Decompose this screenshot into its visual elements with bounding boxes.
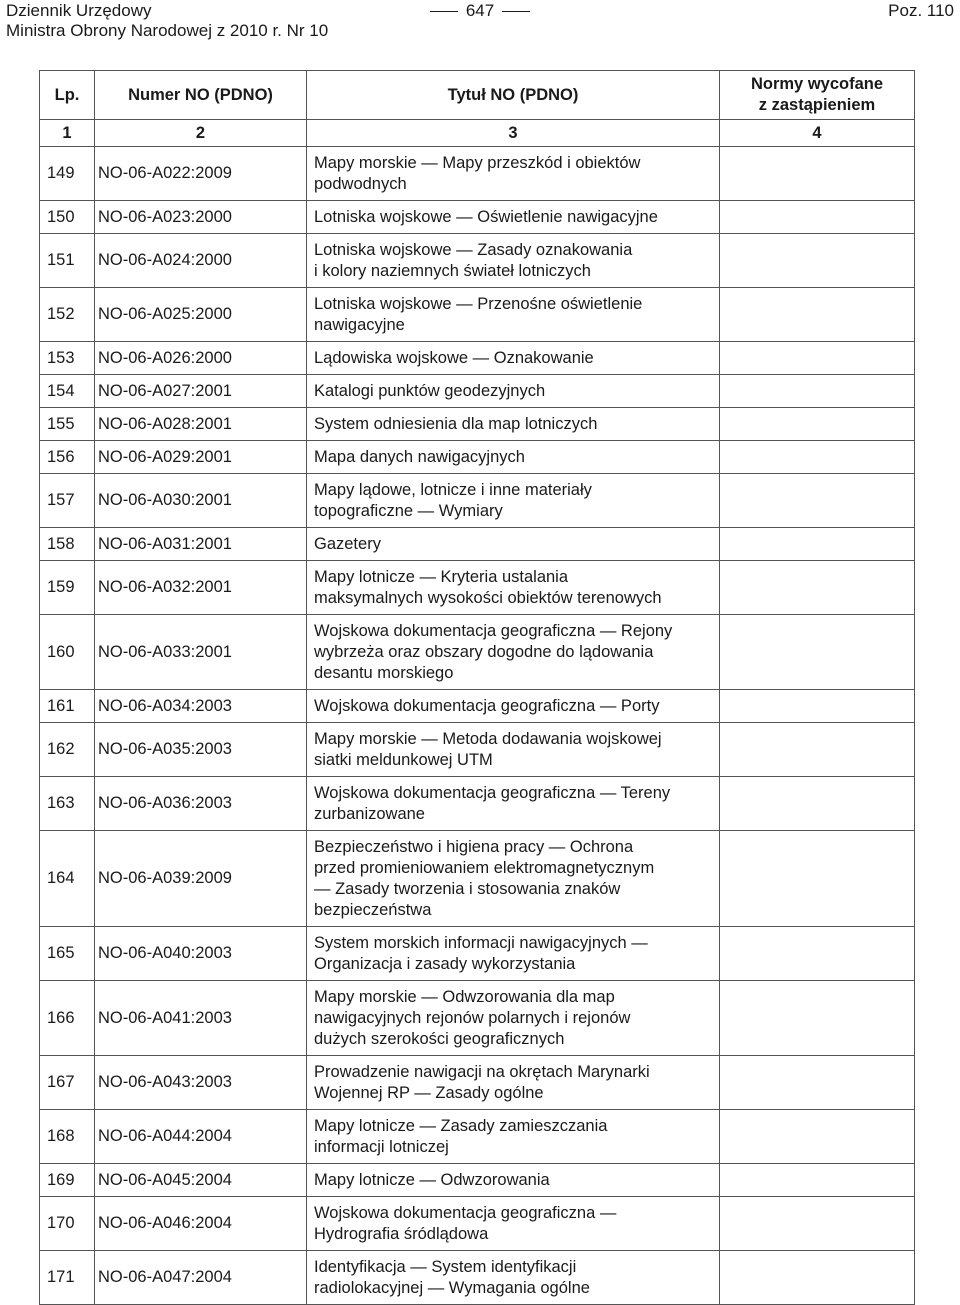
cell-normy — [720, 981, 915, 1056]
cell-normy — [720, 1164, 915, 1197]
cell-lp: 163 — [40, 777, 95, 831]
cell-normy — [720, 342, 915, 375]
cell-numer: NO-06-A032:2001 — [95, 561, 307, 615]
table-header — [40, 71, 915, 147]
cell-numer: NO-06-A025:2000 — [95, 288, 307, 342]
table-row — [40, 288, 915, 342]
table-row — [40, 201, 915, 234]
cell-tytul-line: Hydrografia śródlądowa — [314, 1224, 489, 1243]
cell-tytul — [307, 561, 720, 615]
cell-tytul-line: desantu morskiego — [314, 663, 454, 682]
cell-tytul-line: Mapa danych nawigacyjnych — [314, 447, 525, 466]
table-row — [40, 1110, 915, 1164]
cell-normy — [720, 777, 915, 831]
cell-lp: 164 — [40, 831, 95, 927]
cell-tytul-line: Katalogi punktów geodezyjnych — [314, 381, 546, 400]
col-number-4: 4 — [720, 120, 915, 147]
cell-lp: 157 — [40, 474, 95, 528]
cell-numer: NO-06-A046:2004 — [95, 1197, 307, 1251]
cell-tytul — [307, 288, 720, 342]
table-row — [40, 981, 915, 1056]
cell-numer: NO-06-A030:2001 — [95, 474, 307, 528]
cell-tytul-line: Lądowiska wojskowe — Oznakowanie — [314, 348, 594, 367]
table-row — [40, 234, 915, 288]
cell-tytul — [307, 342, 720, 375]
table-row — [40, 927, 915, 981]
col-header-lp: Lp. — [40, 71, 95, 120]
table-row — [40, 342, 915, 375]
cell-lp: 153 — [40, 342, 95, 375]
page-number-block — [0, 1, 960, 21]
cell-numer: NO-06-A022:2009 — [95, 147, 307, 201]
cell-normy — [720, 561, 915, 615]
cell-tytul-line: Wojskowa dokumentacja geograficzna — Tereny — [314, 783, 671, 802]
cell-numer: NO-06-A023:2000 — [95, 201, 307, 234]
col-header-normy-line1: Normy wycofane — [750, 75, 884, 93]
cell-tytul — [307, 615, 720, 690]
cell-tytul — [307, 723, 720, 777]
table-body — [40, 147, 915, 1305]
col-number-1: 1 — [40, 120, 95, 147]
cell-numer: NO-06-A044:2004 — [95, 1110, 307, 1164]
cell-tytul-line: Wojskowa dokumentacja geograficzna — Rejony — [314, 621, 673, 640]
cell-tytul — [307, 690, 720, 723]
cell-lp: 158 — [40, 528, 95, 561]
cell-tytul-line: Mapy morskie — Metoda dodawania wojskowej — [314, 729, 662, 748]
position-label: Poz. 110 — [888, 1, 954, 20]
dash-right — [502, 11, 530, 12]
cell-tytul-line: — Zasady tworzenia i stosowania znaków — [314, 879, 621, 898]
table-row — [40, 690, 915, 723]
cell-normy — [720, 615, 915, 690]
cell-tytul-line: i kolory naziemnych świateł lotniczych — [314, 261, 591, 280]
cell-tytul — [307, 927, 720, 981]
cell-tytul-line: Identyfikacja — System identyfikacji — [314, 1257, 577, 1276]
cell-lp: 168 — [40, 1110, 95, 1164]
norms-table — [39, 70, 915, 1305]
cell-tytul — [307, 441, 720, 474]
cell-lp: 162 — [40, 723, 95, 777]
cell-tytul-line: Organizacja i zasady wykorzystania — [314, 954, 576, 973]
cell-numer: NO-06-A026:2000 — [95, 342, 307, 375]
cell-tytul-line: wybrzeża oraz obszary dogodne do lądowania — [314, 642, 654, 661]
cell-tytul — [307, 408, 720, 441]
table-row — [40, 528, 915, 561]
header-row — [40, 71, 915, 120]
cell-numer: NO-06-A043:2003 — [95, 1056, 307, 1110]
cell-lp: 167 — [40, 1056, 95, 1110]
cell-numer: NO-06-A027:2001 — [95, 375, 307, 408]
cell-numer: NO-06-A031:2001 — [95, 528, 307, 561]
cell-lp: 169 — [40, 1164, 95, 1197]
cell-tytul-line: podwodnych — [314, 174, 407, 193]
cell-numer: NO-06-A033:2001 — [95, 615, 307, 690]
table-row — [40, 1197, 915, 1251]
cell-tytul-line: Bezpieczeństwo i higiena pracy — Ochrona — [314, 837, 634, 856]
cell-numer: NO-06-A041:2003 — [95, 981, 307, 1056]
cell-tytul — [307, 1197, 720, 1251]
cell-normy — [720, 528, 915, 561]
cell-tytul-line: radiolokacyjnej — Wymagania ogólne — [314, 1278, 590, 1297]
cell-normy — [720, 201, 915, 234]
cell-lp: 150 — [40, 201, 95, 234]
col-number-2: 2 — [95, 120, 307, 147]
table-row — [40, 147, 915, 201]
table-row — [40, 1056, 915, 1110]
cell-numer: NO-06-A034:2003 — [95, 690, 307, 723]
cell-tytul — [307, 981, 720, 1056]
cell-numer: NO-06-A035:2003 — [95, 723, 307, 777]
cell-normy — [720, 408, 915, 441]
cell-lp: 170 — [40, 1197, 95, 1251]
cell-tytul — [307, 375, 720, 408]
cell-lp: 166 — [40, 981, 95, 1056]
table-row — [40, 474, 915, 528]
col-number-3: 3 — [307, 120, 720, 147]
cell-lp: 171 — [40, 1251, 95, 1305]
cell-tytul-line: Mapy lotnicze — Kryteria ustalania — [314, 567, 569, 586]
cell-tytul-line: zurbanizowane — [314, 804, 425, 823]
cell-numer: NO-06-A024:2000 — [95, 234, 307, 288]
cell-tytul-line: Wojennej RP — Zasady ogólne — [314, 1083, 544, 1102]
cell-tytul-line: nawigacyjnych rejonów polarnych i rejonów — [314, 1008, 631, 1027]
cell-tytul-line: dużych szerokości geograficznych — [314, 1029, 565, 1048]
cell-tytul-line: informacji lotniczej — [314, 1137, 449, 1156]
cell-tytul — [307, 147, 720, 201]
table-row — [40, 408, 915, 441]
cell-lp: 165 — [40, 927, 95, 981]
cell-lp: 156 — [40, 441, 95, 474]
cell-numer: NO-06-A029:2001 — [95, 441, 307, 474]
cell-normy — [720, 1197, 915, 1251]
col-header-normy — [720, 71, 915, 120]
cell-tytul-line: Lotniska wojskowe — Oświetlenie nawigacyjne — [314, 207, 658, 226]
cell-lp: 161 — [40, 690, 95, 723]
cell-tytul — [307, 777, 720, 831]
cell-tytul-line: Wojskowa dokumentacja geograficzna — — [314, 1203, 617, 1222]
cell-tytul-line: Prowadzenie nawigacji na okrętach Marynarki — [314, 1062, 650, 1081]
cell-lp: 160 — [40, 615, 95, 690]
ministry-line: Ministra Obrony Narodowej z 2010 r. Nr 10 — [6, 21, 329, 40]
cell-tytul — [307, 201, 720, 234]
cell-tytul-line: Mapy morskie — Mapy przeszkód i obiektów — [314, 153, 641, 172]
cell-tytul-line: Wojskowa dokumentacja geograficzna — Porty — [314, 696, 660, 715]
cell-tytul-line: topograficzne — Wymiary — [314, 501, 503, 520]
cell-normy — [720, 831, 915, 927]
cell-tytul-line: nawigacyjne — [314, 315, 405, 334]
cell-normy — [720, 690, 915, 723]
col-header-numer: Numer NO (PDNO) — [95, 71, 307, 120]
table-row — [40, 1164, 915, 1197]
cell-tytul-line: System odniesienia dla map lotniczych — [314, 414, 598, 433]
cell-normy — [720, 234, 915, 288]
cell-tytul — [307, 1110, 720, 1164]
cell-tytul — [307, 234, 720, 288]
cell-tytul — [307, 831, 720, 927]
cell-normy — [720, 441, 915, 474]
cell-numer: NO-06-A039:2009 — [95, 831, 307, 927]
col-header-normy-line2: z zastąpieniem — [758, 96, 876, 114]
cell-tytul-line: maksymalnych wysokości obiektów terenowych — [314, 588, 662, 607]
cell-normy — [720, 375, 915, 408]
cell-numer: NO-06-A028:2001 — [95, 408, 307, 441]
cell-tytul-line: Gazetery — [314, 534, 381, 553]
cell-tytul-line: Lotniska wojskowe — Przenośne oświetlenie — [314, 294, 643, 313]
cell-tytul-line: Mapy morskie — Odwzorowania dla map — [314, 987, 615, 1006]
table-row — [40, 777, 915, 831]
cell-tytul — [307, 1056, 720, 1110]
table-row — [40, 561, 915, 615]
journal-title: Dziennik Urzędowy — [6, 1, 152, 20]
cell-tytul-line: siatki meldunkowej UTM — [314, 750, 493, 769]
cell-tytul-line: bezpieczeństwa — [314, 900, 432, 919]
cell-tytul-line: przed promieniowaniem elektromagnetycznym — [314, 858, 655, 877]
cell-tytul-line: Lotniska wojskowe — Zasady oznakowania — [314, 240, 633, 259]
cell-tytul — [307, 1164, 720, 1197]
cell-tytul — [307, 1251, 720, 1305]
cell-numer: NO-06-A045:2004 — [95, 1164, 307, 1197]
column-number-row — [40, 120, 915, 147]
cell-normy — [720, 474, 915, 528]
cell-lp: 159 — [40, 561, 95, 615]
page-number: 647 — [465, 1, 495, 20]
table-row — [40, 1251, 915, 1305]
cell-normy — [720, 1056, 915, 1110]
cell-numer: NO-06-A036:2003 — [95, 777, 307, 831]
table-row — [40, 441, 915, 474]
cell-tytul-line: Mapy lotnicze — Zasady zamieszczania — [314, 1116, 608, 1135]
cell-tytul — [307, 474, 720, 528]
cell-tytul-line: Mapy lotnicze — Odwzorowania — [314, 1170, 550, 1189]
cell-lp: 149 — [40, 147, 95, 201]
cell-normy — [720, 1251, 915, 1305]
cell-tytul-line: Mapy lądowe, lotnicze i inne materiały — [314, 480, 592, 499]
cell-normy — [720, 147, 915, 201]
cell-normy — [720, 723, 915, 777]
cell-numer: NO-06-A040:2003 — [95, 927, 307, 981]
col-header-tytul: Tytuł NO (PDNO) — [307, 71, 720, 120]
cell-lp: 155 — [40, 408, 95, 441]
cell-normy — [720, 1110, 915, 1164]
table-row — [40, 723, 915, 777]
table-row — [40, 615, 915, 690]
cell-lp: 152 — [40, 288, 95, 342]
cell-tytul-line: System morskich informacji nawigacyjnych — — [314, 933, 648, 952]
cell-numer: NO-06-A047:2004 — [95, 1251, 307, 1305]
table-row — [40, 375, 915, 408]
cell-normy — [720, 288, 915, 342]
cell-tytul — [307, 528, 720, 561]
cell-lp: 154 — [40, 375, 95, 408]
cell-normy — [720, 927, 915, 981]
table-row — [40, 831, 915, 927]
dash-left — [430, 11, 458, 12]
cell-lp: 151 — [40, 234, 95, 288]
